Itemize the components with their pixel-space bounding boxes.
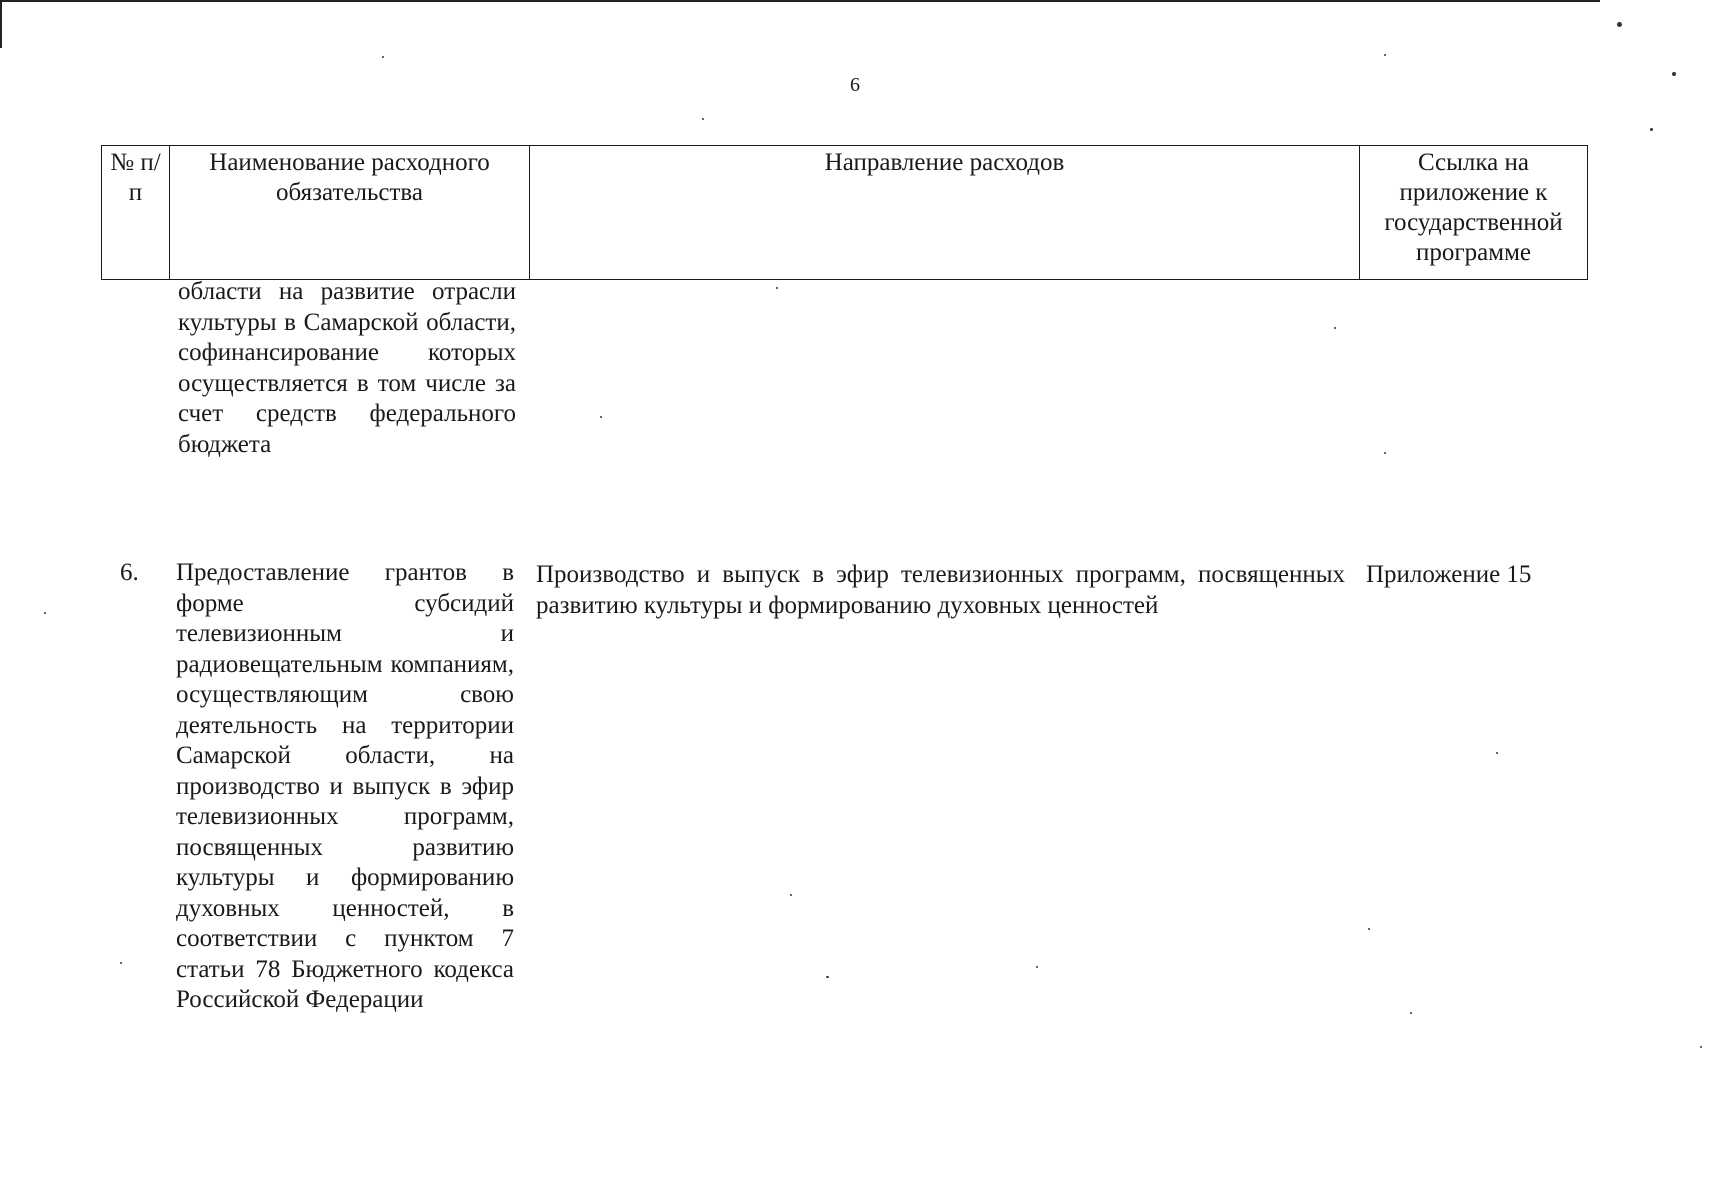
- scan-border-left: [0, 0, 2, 48]
- scan-speck: [1368, 928, 1370, 930]
- scan-speck: [120, 962, 122, 964]
- scan-speck: [1384, 452, 1386, 454]
- row-reference-cell: Приложение 15: [1366, 561, 1532, 588]
- scan-speck: [790, 894, 792, 896]
- row-name-cell: Предоставление грантов в форме субсидий телевизионным и радиовещательным компаниям, осуществляющим свою деятельность на территории Самарской области, на производство и выпуск в эфир телевизионных программ, посвященных развитию культуры и формированию духовных ценностей, в соответствии с пунктом 7 статьи 78 Бюджетного кодекса Российской Федерации: [176, 559, 514, 1013]
- table-header: [101, 145, 1588, 280]
- scan-speck: [1650, 128, 1653, 131]
- row-number: 6.: [120, 559, 139, 586]
- table-header-row: [102, 146, 1588, 280]
- scan-speck: [600, 416, 602, 418]
- row-direction-cell: Производство и выпуск в эфир телевизионных программ, посвященных развитию культуры и формированию духовных ценностей: [536, 561, 1345, 619]
- scan-speck: [44, 612, 46, 614]
- scan-speck: [1617, 22, 1622, 27]
- scan-speck: [382, 56, 384, 58]
- scan-speck: [1496, 752, 1498, 754]
- scan-speck: [776, 287, 778, 289]
- page-number: 6: [850, 74, 860, 96]
- scan-speck: [1334, 327, 1336, 329]
- header-reference: Ссылка на приложение к государственной программе: [1360, 146, 1588, 280]
- header-num: № п/п: [102, 146, 170, 280]
- scan-speck: [702, 118, 704, 120]
- continuation-name-cell: области на развитие отрасли культуры в Самарской области, софинансирование которых осуществляется в том числе за счет средств федерального бюджета: [178, 278, 516, 458]
- header-direction: Направление расходов: [530, 146, 1360, 280]
- scan-speck: [826, 976, 829, 978]
- scan-speck: [1672, 72, 1676, 76]
- scan-border-top: [0, 0, 1600, 2]
- scan-speck: [1036, 966, 1038, 968]
- scan-speck: [1384, 54, 1386, 56]
- scan-speck: [1410, 1012, 1412, 1014]
- header-name: Наименование расходного обязательства: [170, 146, 530, 280]
- scan-speck: [1700, 1046, 1702, 1048]
